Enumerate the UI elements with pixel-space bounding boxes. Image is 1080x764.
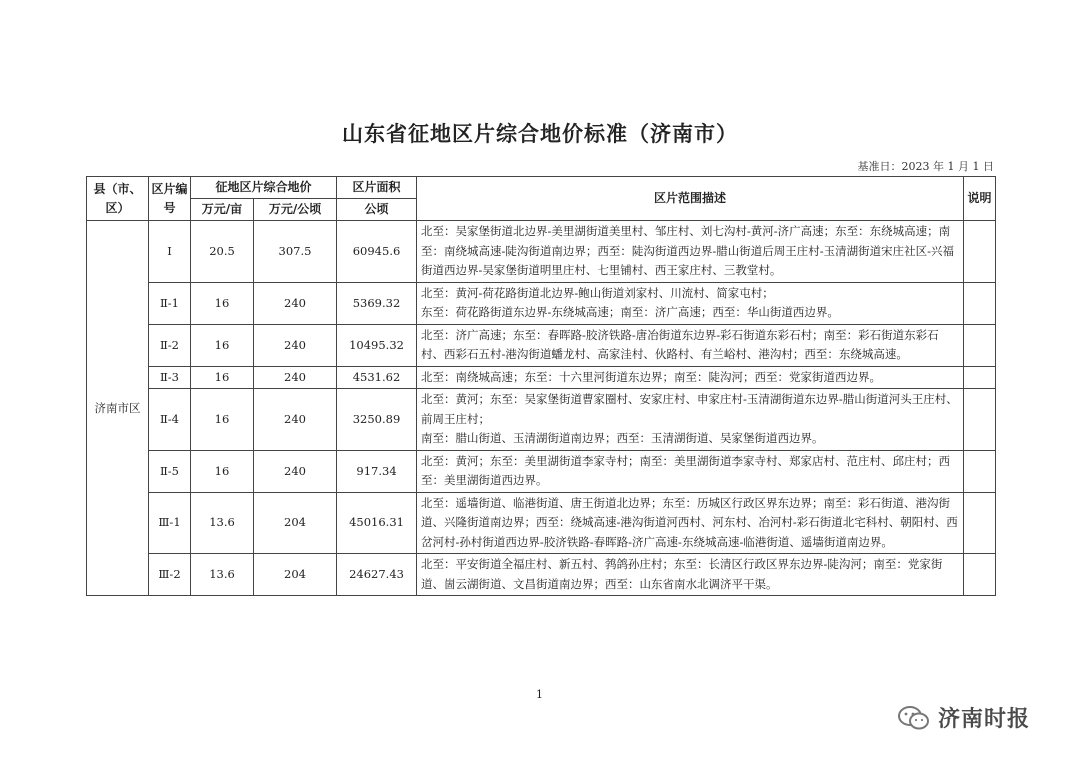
table-row (87, 554, 996, 596)
scope-cell: 北至：黄河；东至：吴家堡街道曹家圈村、安家庄村、申家庄村-玉清湖街道东边界-腊山街道河头王庄村、前周王庄村； 南至：腊山街道、玉清湖街道南边界；西至：玉清湖街道、吴家堡街道西边界。 (417, 389, 964, 451)
area-cell: 5369.32 (337, 282, 417, 324)
scope-cell: 北至：黄河；东至：美里湖街道李家寺村；南至：美里湖街道李家寺村、郑家店村、范庄村、邱庄村；西至：美里湖街道西边界。 (417, 450, 964, 492)
watermark-text: 济南时报 (938, 707, 1031, 732)
note-cell (964, 389, 996, 451)
scope-cell: 北至：黄河-荷花路街道北边界-鲍山街道刘家村、川流村、简家屯村； 东至：荷花路街道东边界-东绕城高速；南至：济广高速；西至：华山街道西边界。 (417, 282, 964, 324)
area-cell: 917.34 (337, 450, 417, 492)
watermark (896, 702, 1030, 733)
note-cell (964, 221, 996, 283)
header-county: 县（市、区） (87, 177, 149, 221)
header-price-mu: 万元/亩 (191, 199, 254, 221)
scope-cell: 北至：南绕城高速；东至：十六里河街道东边界；南至：陡沟河；西至：党家街道西边界。 (417, 366, 964, 389)
table-row (87, 492, 996, 554)
price-mu-cell: 16 (191, 366, 254, 389)
price-mu-cell: 20.5 (191, 221, 254, 283)
zone-no-cell: Ⅱ-1 (149, 282, 191, 324)
zone-no-cell: Ⅱ-2 (149, 324, 191, 366)
zone-no-cell: Ⅰ (149, 221, 191, 283)
price-ha-cell: 240 (254, 366, 337, 389)
price-mu-cell: 16 (191, 389, 254, 451)
table-row (87, 389, 996, 451)
area-cell: 3250.89 (337, 389, 417, 451)
note-cell (964, 450, 996, 492)
zone-no-cell: Ⅲ-1 (149, 492, 191, 554)
note-cell (964, 282, 996, 324)
price-ha-cell: 204 (254, 554, 337, 596)
wechat-icon (896, 704, 932, 732)
zone-no-cell: Ⅱ-3 (149, 366, 191, 389)
base-date: 基准日：2023 年 1 月 1 日 (857, 160, 994, 173)
price-ha-cell: 240 (254, 450, 337, 492)
header-area-group: 区片面积 (337, 177, 417, 199)
price-mu-cell: 16 (191, 450, 254, 492)
table-row (87, 450, 996, 492)
area-cell: 10495.32 (337, 324, 417, 366)
header-zone-no: 区片编号 (149, 177, 191, 221)
price-ha-cell: 307.5 (254, 221, 337, 283)
table-row (87, 366, 996, 389)
scope-cell: 北至：济广高速；东至：春晖路-胶济铁路-唐冶街道东边界-彩石街道东彩石村；南至：彩石街道东彩石村、西彩石五村-港沟街道蟠龙村、高家洼村、伙路村、有兰峪村、港沟村；西至：东绕城高速。 (417, 324, 964, 366)
price-mu-cell: 16 (191, 324, 254, 366)
zone-no-cell: Ⅱ-4 (149, 389, 191, 451)
page-number: 1 (536, 688, 543, 701)
price-ha-cell: 240 (254, 282, 337, 324)
area-cell: 24627.43 (337, 554, 417, 596)
zone-no-cell: Ⅱ-5 (149, 450, 191, 492)
note-cell (964, 554, 996, 596)
price-mu-cell: 13.6 (191, 554, 254, 596)
price-mu-cell: 16 (191, 282, 254, 324)
price-mu-cell: 13.6 (191, 492, 254, 554)
table-row (87, 221, 996, 283)
area-cell: 4531.62 (337, 366, 417, 389)
page-title: 山东省征地区片综合地价标准（济南市） (342, 121, 738, 146)
header-area-unit: 公顷 (337, 199, 417, 221)
area-cell: 45016.31 (337, 492, 417, 554)
header-price-ha: 万元/公顷 (254, 199, 337, 221)
table-row (87, 324, 996, 366)
header-scope: 区片范围描述 (417, 177, 964, 221)
county-cell: 济南市区 (87, 221, 149, 596)
note-cell (964, 366, 996, 389)
header-price-group: 征地区片综合地价 (191, 177, 337, 199)
scope-cell: 北至：吴家堡街道北边界-美里湖街道美里村、邹庄村、刘七沟村-黄河-济广高速；东至：东绕城高速；南至：南绕城高速-陡沟街道南边界；西至：陡沟街道西边界-腊山街道后周王庄村-玉清湖街道宋庄社区-兴福街道西边界-吴家堡街道明里庄村、七里铺村、西王家庄村、三教堂村。 (417, 221, 964, 283)
scope-cell: 北至：遥墙街道、临港街道、唐王街道北边界；东至：历城区行政区界东边界；南至：彩石街道、港沟街道、兴隆街道南边界；西至：绕城高速-港沟街道河西村、河东村、冶河村-彩石街道北宅科村、朝阳村、西岔河村-孙村街道西边界-胶济铁路-春晖路-济广高速-东绕城高速-临港街道、遥墙街道南边界。 (417, 492, 964, 554)
zone-no-cell: Ⅲ-2 (149, 554, 191, 596)
land-price-table (86, 176, 996, 596)
area-cell: 60945.6 (337, 221, 417, 283)
price-ha-cell: 204 (254, 492, 337, 554)
price-ha-cell: 240 (254, 389, 337, 451)
header-note: 说明 (964, 177, 996, 221)
scope-cell: 北至：平安街道全福庄村、新五村、鹁鸽孙庄村；东至：长清区行政区界东边界-陡沟河；南至：党家街道、崮云湖街道、文昌街道南边界；西至：山东省南水北调济平干渠。 (417, 554, 964, 596)
price-ha-cell: 240 (254, 324, 337, 366)
note-cell (964, 492, 996, 554)
table-row (87, 282, 996, 324)
note-cell (964, 324, 996, 366)
